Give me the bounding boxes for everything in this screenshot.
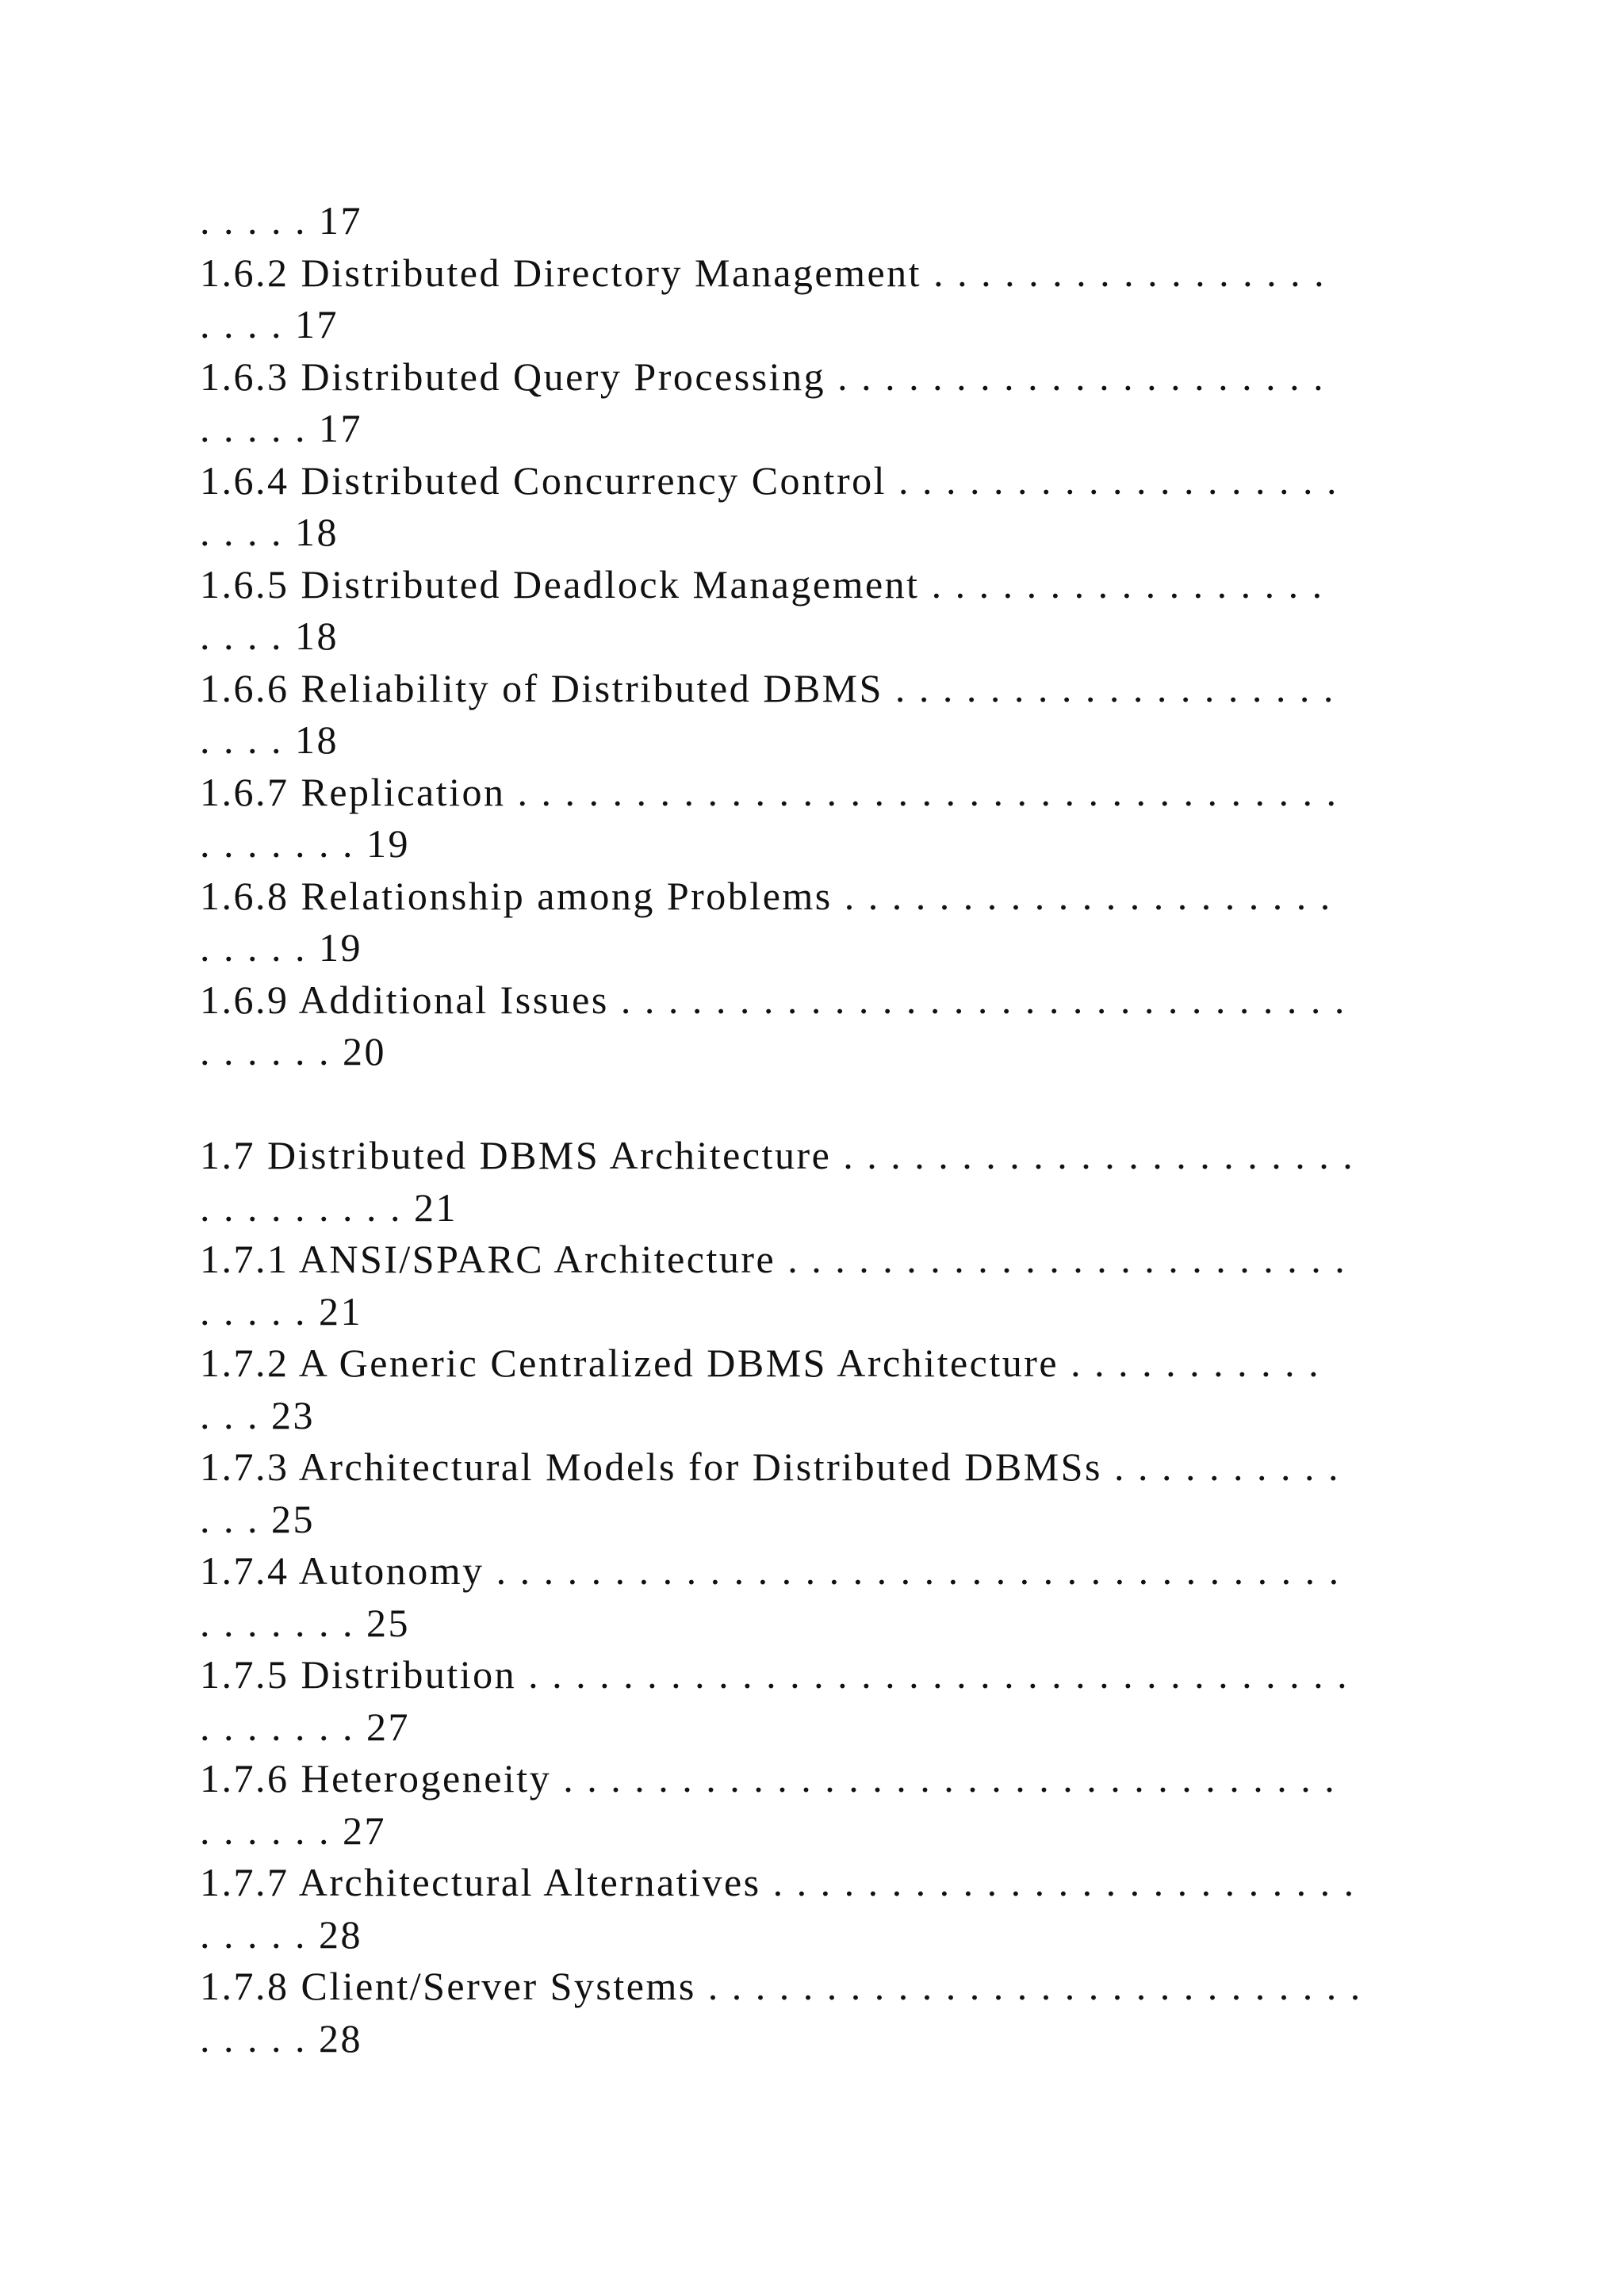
toc-entry-1-6-2: 1.6.2 Distributed Directory Management . . . . . . . . . . . . . . . . . bbox=[200, 250, 1327, 295]
toc-entry-1-7-8: 1.7.8 Client/Server Systems . . . . . . . . . . . . . . . . . . . . . . . . . . . . bbox=[200, 1964, 1362, 2008]
toc-page-ref: . . . . 17 bbox=[200, 302, 339, 346]
toc-entry-1-6-6: 1.6.6 Reliability of Distributed DBMS . . . . . . . . . . . . . . . . . . . bbox=[200, 665, 1335, 710]
toc-page-ref: . . . 25 bbox=[200, 1496, 315, 1541]
toc-page-ref: . . . . 18 bbox=[200, 614, 339, 658]
toc-page-ref: . . . . . 28 bbox=[200, 2015, 362, 2061]
toc-page-ref: . . . . . . 20 bbox=[200, 1029, 386, 1073]
section-gap bbox=[200, 1078, 1437, 1131]
toc-page-ref: . . . . . 19 bbox=[200, 925, 362, 970]
toc-entry-1-7-3: 1.7.3 Architectural Models for Distributed DBMSs . . . . . . . . . . bbox=[200, 1445, 1340, 1489]
toc-entry-1-6-9: 1.6.9 Additional Issues . . . . . . . . . . . . . . . . . . . . . . . . . . . . . . . bbox=[200, 977, 1346, 1022]
toc-page-ref: . . . . . . . 25 bbox=[200, 1600, 410, 1645]
toc-page-ref: . . . . 18 bbox=[200, 510, 339, 554]
toc-entry-1-7-6: 1.7.6 Heterogeneity . . . . . . . . . . . . . . . . . . . . . . . . . . . . . . . . . bbox=[200, 1756, 1337, 1800]
toc-entry-1-7-7: 1.7.7 Architectural Alternatives . . . . . . . . . . . . . . . . . . . . . . . . . bbox=[200, 1860, 1356, 1904]
toc-entry-1-6-3: 1.6.3 Distributed Query Processing . . . . . . . . . . . . . . . . . . . . . bbox=[200, 354, 1326, 399]
toc-entry-1-7-1: 1.7.1 ANSI/SPARC Architecture . . . . . . . . . . . . . . . . . . . . . . . . bbox=[200, 1237, 1347, 1281]
toc-page-ref: . . . . 18 bbox=[200, 718, 339, 762]
toc-page-ref: . . . . . 28 bbox=[200, 1911, 362, 1957]
toc-page-ref: . . . . . 17 bbox=[200, 406, 362, 450]
toc-continuation-line: . . . . . 17 bbox=[200, 198, 362, 243]
table-of-contents bbox=[200, 195, 1437, 2064]
toc-entry-1-6-7: 1.6.7 Replication . . . . . . . . . . . . . . . . . . . . . . . . . . . . . . . . . . . bbox=[200, 769, 1339, 814]
toc-entry-1-7: 1.7 Distributed DBMS Architecture . . . . . . . . . . . . . . . . . . . . . . bbox=[200, 1133, 1355, 1177]
toc-entry-1-7-4: 1.7.4 Autonomy . . . . . . . . . . . . . . . . . . . . . . . . . . . . . . . . . . . . bbox=[200, 1548, 1341, 1593]
toc-entry-1-6-4: 1.6.4 Distributed Concurrency Control . . . . . . . . . . . . . . . . . . . bbox=[200, 457, 1339, 503]
toc-page-ref: . . . . . . . . . 21 bbox=[200, 1184, 458, 1230]
toc-page-ref: . . . . . 21 bbox=[200, 1288, 362, 1334]
toc-page-ref: . . . 23 bbox=[200, 1392, 315, 1437]
toc-entry-1-6-8: 1.6.8 Relationship among Problems . . . . . . . . . . . . . . . . . . . . . bbox=[200, 873, 1332, 918]
toc-page-ref: . . . . . . 27 bbox=[200, 1808, 386, 1853]
toc-entry-1-7-5: 1.7.5 Distribution . . . . . . . . . . . . . . . . . . . . . . . . . . . . . . . . . . . bbox=[200, 1652, 1350, 1697]
toc-page-ref: . . . . . . . 19 bbox=[200, 821, 410, 866]
toc-entry-1-7-2: 1.7.2 A Generic Centralized DBMS Architecture . . . . . . . . . . . bbox=[200, 1341, 1321, 1385]
toc-entry-1-6-5: 1.6.5 Distributed Deadlock Management . . . . . . . . . . . . . . . . . bbox=[200, 561, 1324, 607]
toc-page-ref: . . . . . . . 27 bbox=[200, 1704, 410, 1749]
